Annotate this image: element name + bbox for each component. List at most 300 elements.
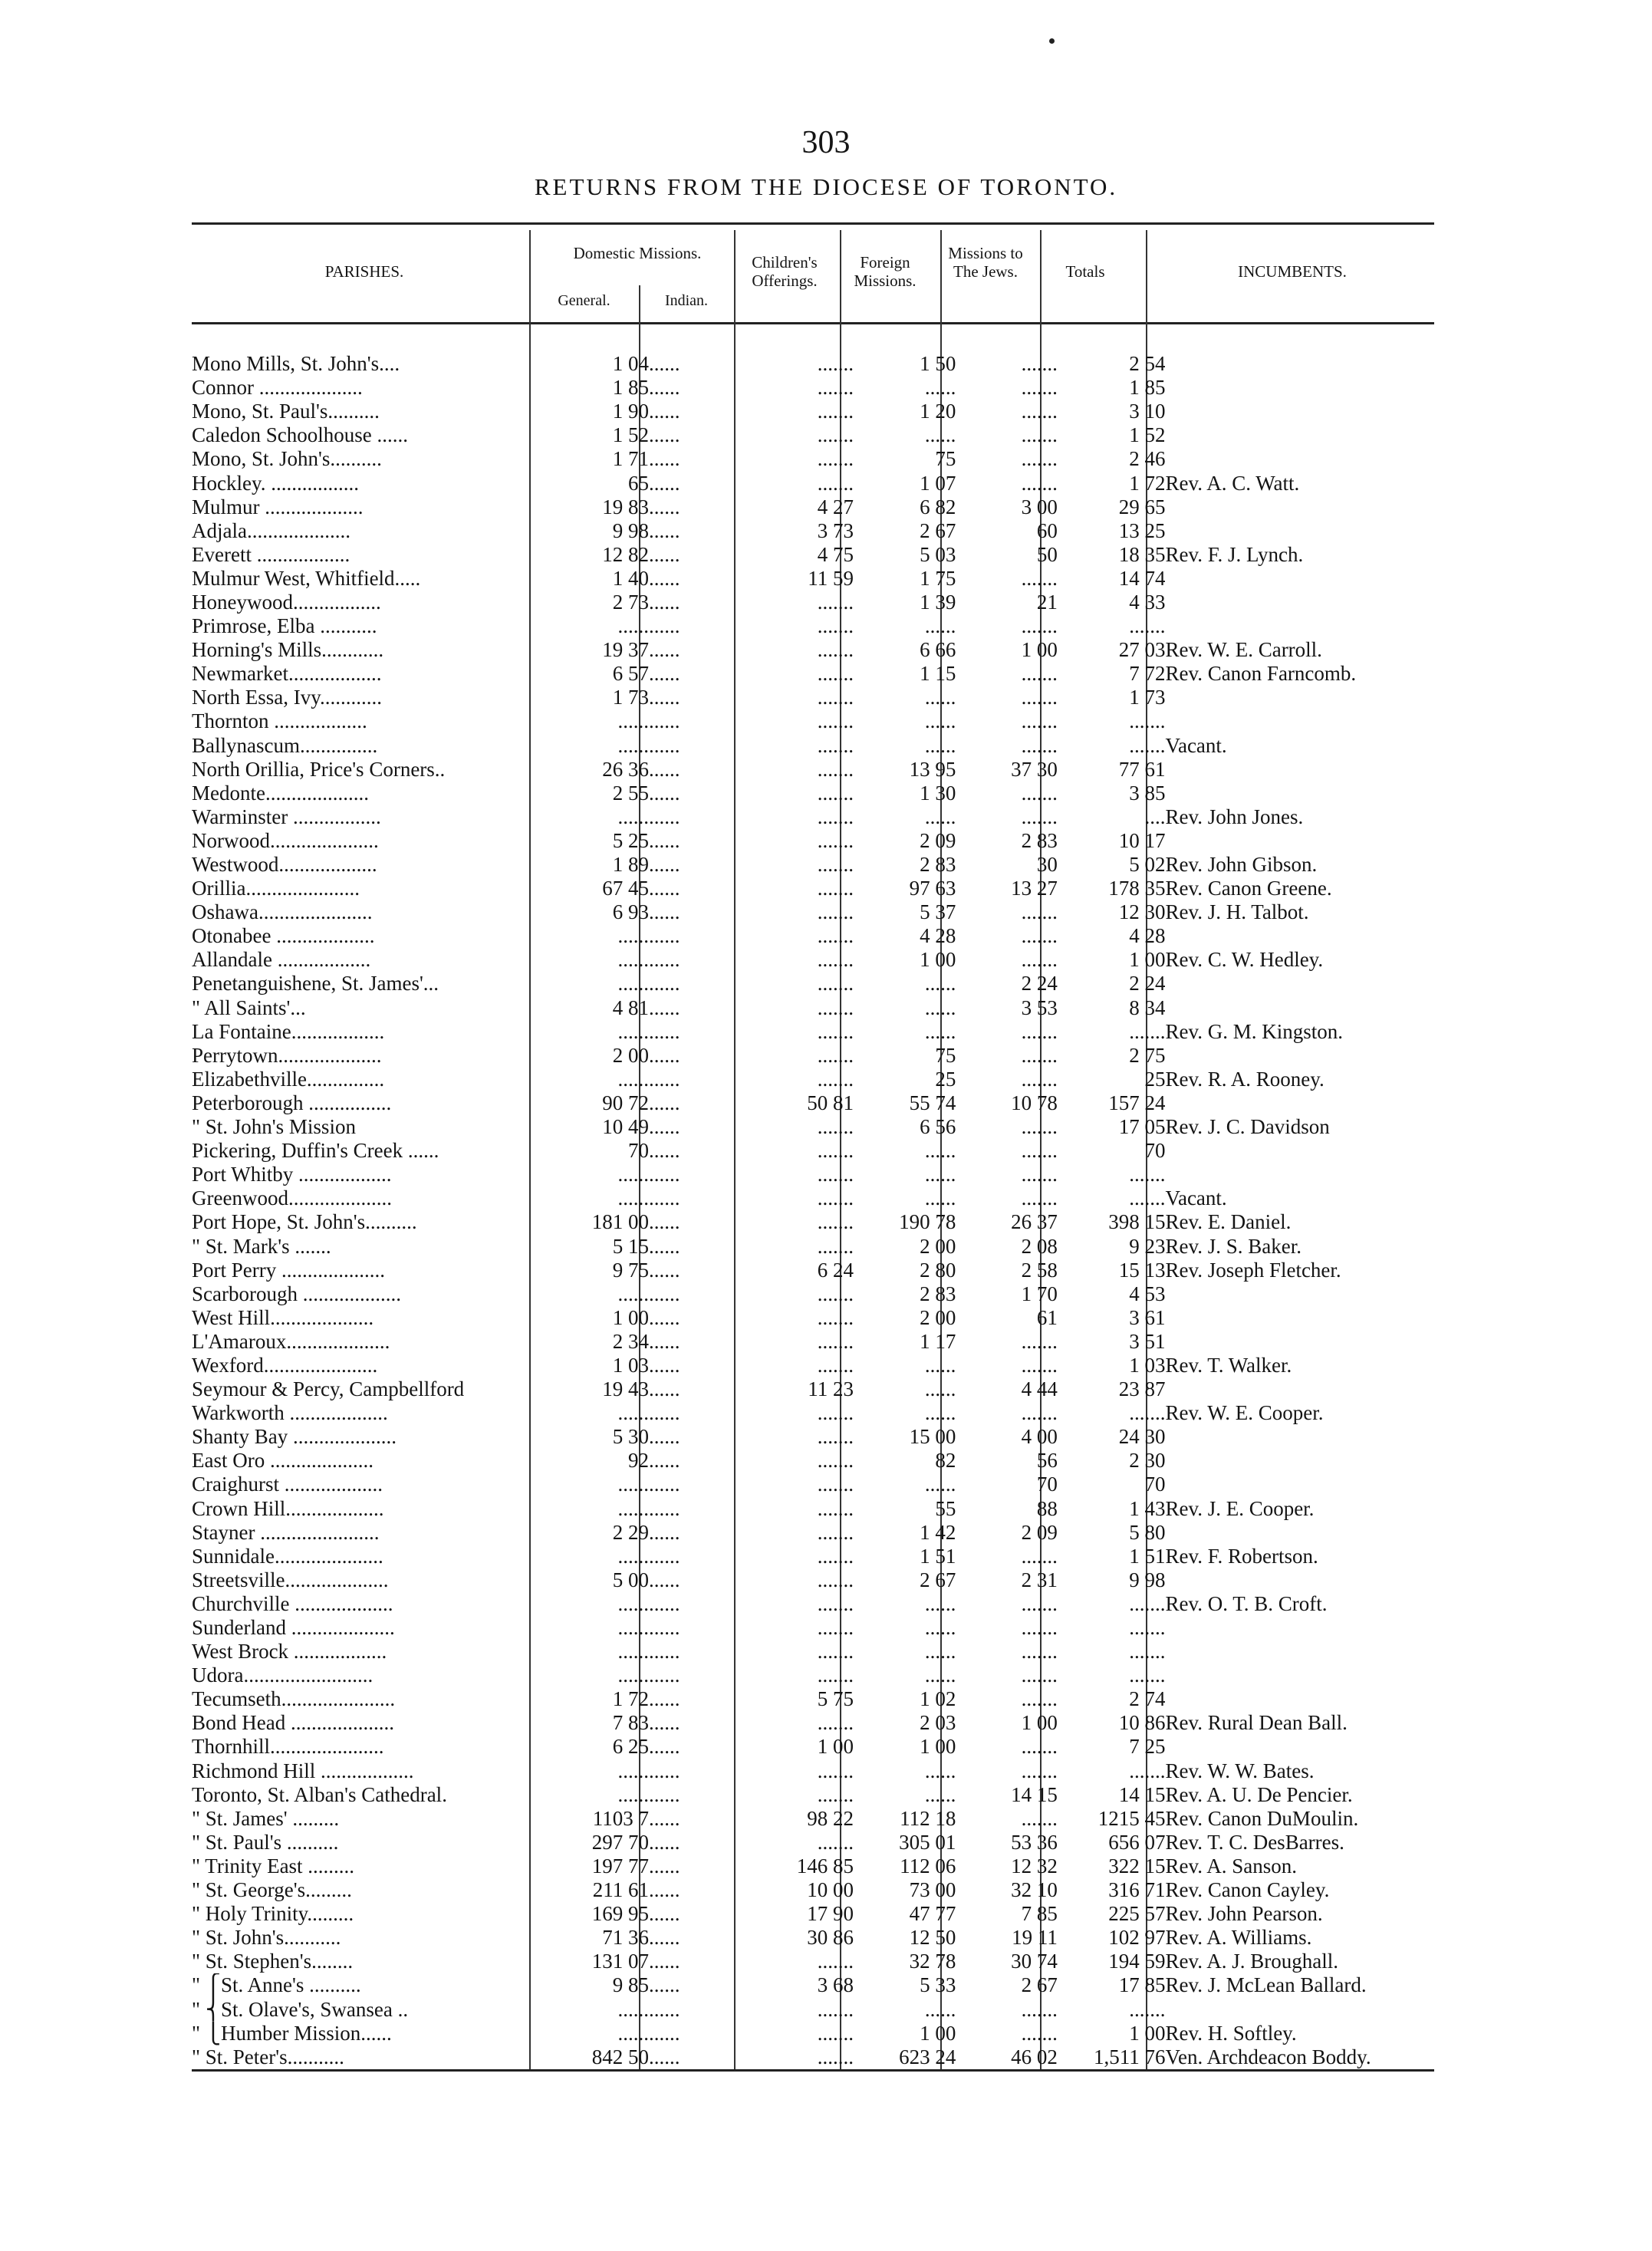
total-cell: 13 25 (1118, 518, 1166, 542)
general-cell: 9 85 (612, 1973, 650, 1997)
total-cell: 5 80 (1129, 1520, 1166, 1544)
table-row (192, 709, 1434, 733)
indian-cell: ...... (649, 1782, 680, 1806)
indian-cell: ...... (649, 1234, 680, 1258)
incumbent-cell (1165, 1139, 1434, 1163)
incumbent-cell: Rev. O. T. B. Croft. (1165, 1591, 1328, 1615)
children-cell: ....... (817, 853, 854, 877)
indian-cell: ...... (649, 877, 680, 900)
children-cell: ....... (817, 1401, 854, 1425)
parish-cell: " St. Paul's .......... (192, 1830, 339, 1854)
total-cell: ....... (1129, 1186, 1166, 1210)
total-cell: 25 (1144, 1067, 1166, 1091)
indian-cell: ...... (649, 518, 680, 542)
children-cell: ....... (817, 709, 854, 733)
parish-cell: Elizabethville............... (192, 1067, 385, 1091)
general-cell: 19 43 (602, 1377, 650, 1401)
incumbent-cell (1165, 1473, 1434, 1496)
incumbent-cell (1165, 1735, 1434, 1759)
foreign-cell: ...... (924, 614, 956, 638)
jews-cell: 32 10 (1011, 1878, 1058, 1902)
jews-cell: ....... (1021, 1997, 1058, 2021)
general-cell: 1 52 (612, 423, 650, 447)
table-row (192, 1997, 1434, 2021)
table-row (192, 2022, 1434, 2045)
parish-cell: Orillia...................... (192, 877, 360, 900)
jews-cell: ....... (1021, 1353, 1058, 1377)
general-cell: ...... (617, 2021, 650, 2045)
parish-cell: Tecumseth...................... (192, 1687, 396, 1711)
table-row (192, 1783, 1434, 1807)
parish-cell: Port Hope, St. John's.......... (192, 1210, 417, 1234)
parish-cell: Stayner ....................... (192, 1520, 380, 1544)
incumbent-cell: Rev. R. A. Rooney. (1165, 1067, 1325, 1091)
parish-cell: Ballynascum............... (192, 733, 378, 757)
total-cell: 1 03 (1129, 1353, 1166, 1377)
total-cell: ....... (1129, 1997, 1166, 2021)
parish-cell: Mono, St. John's.......... (192, 447, 382, 471)
foreign-cell: ...... (924, 1401, 956, 1425)
parish-cell: Thornton .................. (192, 709, 367, 733)
parish-cell: Port Perry .................... (192, 1258, 385, 1282)
incumbent-cell: Rev. A. U. De Pencier. (1165, 1782, 1353, 1806)
table-row (192, 1377, 1434, 1401)
incumbent-cell (1165, 1664, 1434, 1687)
table-row (192, 567, 1434, 591)
general-cell: 67 45 (602, 877, 650, 900)
foreign-cell: ...... (924, 376, 956, 400)
indian-cell: ...... (649, 1258, 680, 1282)
parish-cell: Norwood..................... (192, 828, 379, 852)
parish-cell: Warkworth ................... (192, 1401, 388, 1425)
foreign-cell: ...... (924, 805, 956, 828)
indian-cell: ...... (649, 1473, 680, 1496)
general-cell: 7 83 (612, 1711, 650, 1735)
incumbent-cell (1165, 1377, 1434, 1401)
foreign-cell: 1 02 (920, 1687, 956, 1711)
table-row (192, 1616, 1434, 1640)
incumbent-cell (1165, 972, 1434, 996)
incumbent-cell (1165, 519, 1434, 543)
indian-cell: ...... (649, 1997, 680, 2021)
foreign-cell: ...... (924, 1664, 956, 1687)
total-cell: .... (1144, 805, 1166, 828)
jews-cell: ....... (1021, 1735, 1058, 1759)
jews-cell: ....... (1021, 805, 1058, 828)
table-row (192, 447, 1434, 471)
parish-cell: L'Amaroux.................... (192, 1329, 390, 1353)
total-cell: 7 25 (1129, 1735, 1166, 1759)
total-cell: 14 15 (1118, 1782, 1166, 1806)
general-cell: ...... (617, 733, 650, 757)
jews-cell: 13 27 (1011, 877, 1058, 900)
general-cell: 211 61 (592, 1878, 650, 1902)
general-cell: 9 75 (612, 1258, 650, 1282)
foreign-cell: 623 24 (899, 2045, 956, 2068)
general-cell: 6 57 (612, 662, 650, 686)
foreign-cell: 47 77 (909, 1902, 956, 1926)
incumbent-cell: Rev. J. H. Talbot. (1165, 900, 1309, 924)
total-cell: 157 24 (1108, 1091, 1166, 1114)
general-cell: ...... (617, 1067, 650, 1091)
total-cell: 225 57 (1108, 1902, 1166, 1926)
children-cell: ....... (817, 686, 854, 709)
total-cell: 1 51 (1129, 1544, 1166, 1568)
general-cell: ...... (617, 1544, 650, 1568)
table-row (192, 686, 1434, 709)
foreign-cell: 1 50 (920, 352, 956, 376)
parish-cell: Oshawa...................... (192, 900, 373, 924)
total-cell: 2 30 (1129, 1449, 1166, 1473)
general-cell: 2 73 (612, 590, 650, 614)
indian-cell: ...... (649, 853, 680, 877)
table-row (192, 614, 1434, 638)
general-cell: ...... (617, 924, 650, 948)
foreign-cell: 97 63 (909, 877, 956, 900)
indian-cell: ...... (649, 400, 680, 423)
parish-cell: Honeywood................. (192, 590, 381, 614)
children-cell: ....... (817, 1473, 854, 1496)
indian-cell: ...... (649, 1186, 680, 1210)
header-totals: Totals (1065, 262, 1105, 281)
jews-cell: 30 74 (1011, 1950, 1058, 1973)
table-row (192, 829, 1434, 853)
incumbent-cell (1165, 924, 1434, 948)
children-cell: ....... (817, 376, 854, 400)
foreign-cell: ...... (924, 1186, 956, 1210)
parish-cell: Mulmur ................... (192, 495, 364, 518)
children-cell: ....... (817, 614, 854, 638)
jews-cell: ....... (1021, 733, 1058, 757)
indian-cell: ...... (649, 948, 680, 972)
jews-cell: 2 09 (1021, 1520, 1058, 1544)
incumbent-cell (1165, 1306, 1434, 1330)
incumbent-cell (1165, 447, 1434, 471)
table-row (192, 924, 1434, 948)
incumbent-cell: Rev. Canon DuMoulin. (1165, 1806, 1359, 1830)
children-cell: 11 23 (808, 1377, 854, 1401)
incumbent-cell (1165, 829, 1434, 853)
header-childrens-offerings: Children's Offerings. (752, 253, 818, 290)
incumbent-cell (1165, 1568, 1434, 1592)
foreign-cell: 112 06 (900, 1854, 956, 1877)
children-cell: ....... (817, 352, 854, 376)
foreign-cell: 6 82 (920, 495, 956, 518)
table-row (192, 805, 1434, 829)
foreign-cell: 82 (935, 1449, 956, 1473)
incumbent-cell (1165, 591, 1434, 614)
children-cell: 10 00 (807, 1878, 854, 1902)
children-cell: ....... (817, 1163, 854, 1186)
general-cell: 4 81 (612, 996, 650, 1019)
table-row (192, 900, 1434, 924)
general-cell: 5 00 (612, 1568, 650, 1591)
indian-cell: ...... (649, 2021, 680, 2045)
total-cell: 27 03 (1118, 638, 1166, 662)
table-row (192, 519, 1434, 543)
children-cell: ....... (817, 2045, 854, 2068)
general-cell: ...... (617, 1019, 650, 1043)
foreign-cell: ...... (924, 709, 956, 733)
foreign-cell: ...... (924, 1019, 956, 1043)
foreign-cell: ...... (924, 1377, 956, 1401)
table-row (192, 996, 1434, 1020)
general-cell: 197 77 (591, 1854, 650, 1877)
total-cell: 70 (1144, 1473, 1166, 1496)
general-cell: ...... (617, 1163, 650, 1186)
total-cell: 1 72 (1129, 471, 1166, 495)
total-cell: 10 86 (1118, 1711, 1166, 1735)
header-indian: Indian. (664, 292, 709, 309)
indian-cell: ...... (649, 1711, 680, 1735)
jews-cell: ....... (1021, 614, 1058, 638)
total-cell: 2 46 (1129, 447, 1166, 471)
indian-cell: ...... (649, 495, 680, 518)
total-cell: 1 52 (1129, 423, 1166, 447)
children-cell: ....... (817, 1997, 854, 2021)
children-cell: ....... (817, 400, 854, 423)
children-cell: 3 73 (817, 518, 854, 542)
indian-cell: ...... (649, 1353, 680, 1377)
foreign-cell: ...... (924, 1139, 956, 1163)
general-cell: ...... (617, 1496, 650, 1520)
foreign-cell: 6 66 (920, 638, 956, 662)
page-number: 303 (801, 125, 851, 160)
total-cell: 3 51 (1129, 1329, 1166, 1353)
foreign-cell: ...... (924, 1353, 956, 1377)
total-cell: ....... (1129, 1019, 1166, 1043)
incumbent-cell: Rev. J. C. Davidson (1165, 1115, 1330, 1139)
incumbent-cell: Rev. Canon Greene. (1165, 877, 1332, 900)
total-cell: ....... (1129, 1759, 1166, 1782)
general-cell: 5 30 (612, 1425, 650, 1449)
parish-cell: La Fontaine.................. (192, 1019, 385, 1043)
total-cell: 4 28 (1129, 924, 1166, 948)
parish-cell: " St. Mark's ....... (192, 1234, 331, 1258)
general-cell: 6 25 (612, 1735, 650, 1759)
parish-cell: " St. John's Mission (192, 1115, 356, 1139)
foreign-cell: 73 00 (909, 1878, 956, 1902)
general-cell: 1 00 (612, 1305, 650, 1329)
general-cell: 2 00 (612, 1043, 650, 1067)
foreign-cell: ...... (924, 1591, 956, 1615)
foreign-cell: ...... (924, 1759, 956, 1782)
total-cell: 24 30 (1118, 1425, 1166, 1449)
children-cell: ....... (817, 972, 854, 996)
general-cell: 1103 7 (592, 1806, 650, 1830)
total-cell: 2 24 (1129, 972, 1166, 996)
table-row (192, 638, 1434, 662)
table-bottom-rule (192, 2069, 1434, 2072)
general-cell: 1 03 (612, 1353, 650, 1377)
children-cell: ....... (817, 1616, 854, 1640)
table-row (192, 495, 1434, 519)
indian-cell: ...... (649, 1401, 680, 1425)
foreign-cell: 2 00 (920, 1234, 956, 1258)
incumbent-cell (1165, 1282, 1434, 1306)
indian-cell: ...... (649, 1067, 680, 1091)
general-cell: 1 73 (612, 686, 650, 709)
general-cell: 1 04 (612, 352, 650, 376)
parish-cell: Westwood................... (192, 853, 377, 877)
jews-cell: ....... (1021, 1664, 1058, 1687)
table-row (192, 1711, 1434, 1735)
children-cell: ....... (817, 828, 854, 852)
header-top-rule (192, 222, 1434, 225)
incumbent-cell: Vacant. (1165, 1186, 1227, 1210)
jews-cell: 1 00 (1021, 1711, 1058, 1735)
children-cell: ....... (817, 1640, 854, 1664)
table-row (192, 1234, 1434, 1258)
children-cell: ....... (817, 1139, 854, 1163)
foreign-cell: 305 01 (899, 1830, 956, 1854)
jews-cell: ....... (1021, 2021, 1058, 2045)
incumbent-cell: Ven. Archdeacon Boddy. (1165, 2045, 1371, 2068)
indian-cell: ...... (649, 1854, 680, 1877)
incumbent-cell: Rev. E. Daniel. (1165, 1210, 1292, 1234)
table-row (192, 1759, 1434, 1783)
indian-cell: ...... (649, 447, 680, 471)
indian-cell: ...... (649, 1115, 680, 1139)
general-cell: ...... (617, 1664, 650, 1687)
table-row (192, 782, 1434, 805)
incumbent-cell: Rev. J. McLean Ballard. (1165, 1973, 1367, 1997)
jews-cell: 2 67 (1021, 1973, 1058, 1997)
foreign-cell: 55 (935, 1496, 956, 1520)
table-row (192, 1186, 1434, 1210)
jews-cell: ....... (1021, 447, 1058, 471)
jews-cell: ....... (1021, 1329, 1058, 1353)
table-row (192, 1473, 1434, 1496)
parish-cell: Mulmur West, Whitfield..... (192, 566, 421, 590)
incumbent-cell: Rev. H. Softley. (1165, 2021, 1297, 2045)
total-cell: ....... (1129, 1640, 1166, 1664)
children-cell: 50 81 (807, 1091, 854, 1114)
general-cell: 1 90 (612, 400, 650, 423)
foreign-cell: 1 39 (920, 590, 956, 614)
parish-cell: Newmarket.................. (192, 662, 382, 686)
indian-cell: ...... (649, 1735, 680, 1759)
indian-cell: ...... (649, 686, 680, 709)
header-foreign-missions: Foreign Missions. (854, 253, 916, 290)
total-cell: 70 (1144, 1139, 1166, 1163)
jews-cell: 56 (1036, 1449, 1058, 1473)
table-row (192, 1807, 1434, 1831)
jews-cell: ....... (1021, 709, 1058, 733)
parish-cell: Churchville ................... (192, 1591, 393, 1615)
parish-cell: Greenwood.................... (192, 1186, 392, 1210)
incumbent-cell (1165, 996, 1434, 1020)
foreign-cell: ...... (924, 423, 956, 447)
foreign-cell: 6 56 (920, 1115, 956, 1139)
table-row (192, 1545, 1434, 1568)
foreign-cell: 1 00 (920, 1735, 956, 1759)
foreign-cell: 4 28 (920, 924, 956, 948)
incumbent-cell: Rev. T. Walker. (1165, 1353, 1292, 1377)
children-cell: ....... (817, 805, 854, 828)
table-row (192, 1854, 1434, 1878)
incumbent-cell: Rev. Canon Farncomb. (1165, 662, 1357, 686)
jews-cell: 21 (1036, 590, 1058, 614)
indian-cell: ...... (649, 757, 680, 781)
incumbent-cell: Vacant. (1165, 733, 1227, 757)
children-cell: ....... (817, 423, 854, 447)
indian-cell: ...... (649, 662, 680, 686)
indian-cell: ...... (649, 1830, 680, 1854)
incumbent-cell: Rev. F. Robertson. (1165, 1544, 1318, 1568)
indian-cell: ...... (649, 1043, 680, 1067)
total-cell: ....... (1129, 1664, 1166, 1687)
children-cell: ....... (817, 638, 854, 662)
indian-cell: ...... (649, 900, 680, 924)
incumbent-cell: Rev. J. S. Baker. (1165, 1234, 1302, 1258)
total-cell: 1 85 (1129, 376, 1166, 400)
incumbent-cell (1165, 376, 1434, 400)
indian-cell: ...... (649, 1139, 680, 1163)
jews-cell: 50 (1036, 542, 1058, 566)
general-cell: 9 98 (612, 518, 650, 542)
general-cell: ...... (617, 1616, 650, 1640)
table-row (192, 1640, 1434, 1664)
children-cell: ....... (817, 1711, 854, 1735)
jews-cell: 1 00 (1021, 638, 1058, 662)
general-cell: 297 70 (591, 1830, 650, 1854)
jews-cell: ....... (1021, 400, 1058, 423)
parish-cell: Hockley. ................. (192, 471, 359, 495)
indian-cell: ...... (649, 1544, 680, 1568)
table-row (192, 2045, 1434, 2069)
indian-cell: ...... (649, 972, 680, 996)
general-cell: ...... (617, 709, 650, 733)
foreign-cell: 2 09 (920, 828, 956, 852)
jews-cell: 10 78 (1011, 1091, 1058, 1114)
foreign-cell: 2 83 (920, 853, 956, 877)
indian-cell: ...... (649, 638, 680, 662)
indian-cell: ...... (649, 1616, 680, 1640)
jews-cell: ....... (1021, 1640, 1058, 1664)
incumbent-cell (1165, 782, 1434, 805)
total-cell: 18 35 (1118, 542, 1166, 566)
jews-cell: 2 58 (1021, 1258, 1058, 1282)
total-cell: 3 61 (1129, 1305, 1166, 1329)
table-row (192, 1163, 1434, 1186)
jews-cell: ....... (1021, 566, 1058, 590)
children-cell: ....... (817, 447, 854, 471)
indian-cell: ...... (649, 1687, 680, 1711)
table-row (192, 1354, 1434, 1377)
incumbent-cell: Rev. John Gibson. (1165, 853, 1318, 877)
total-cell: 194 59 (1108, 1950, 1166, 1973)
general-cell: 12 82 (602, 542, 650, 566)
foreign-cell: 1 00 (920, 948, 956, 972)
foreign-cell: 15 00 (909, 1425, 956, 1449)
jews-cell: ....... (1021, 423, 1058, 447)
total-cell: ....... (1129, 1591, 1166, 1615)
indian-cell: ...... (649, 1568, 680, 1591)
indian-cell: ...... (649, 1329, 680, 1353)
jews-cell: ....... (1021, 1759, 1058, 1782)
total-cell: 29 65 (1118, 495, 1166, 518)
table-row (192, 376, 1434, 400)
header-domestic-missions: Domestic Missions. (573, 244, 702, 262)
foreign-cell: ...... (924, 1640, 956, 1664)
general-cell: ...... (617, 1591, 650, 1615)
incumbent-cell (1165, 1687, 1434, 1711)
table-row (192, 1449, 1434, 1473)
table-row (192, 1973, 1434, 1997)
foreign-cell: 1 30 (920, 781, 956, 805)
general-cell: 2 34 (612, 1329, 650, 1353)
